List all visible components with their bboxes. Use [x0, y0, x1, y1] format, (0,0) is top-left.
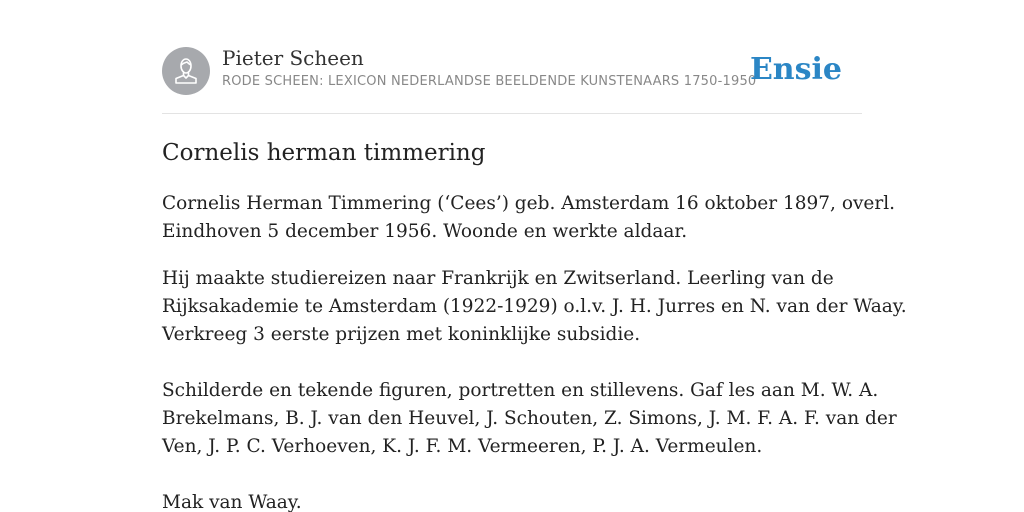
text-line: Cornelis Herman Timmering (‘Cees’) geb. Amsterdam 16 oktober 1897, overl.: [162, 193, 895, 214]
paragraph-biography: [162, 190, 895, 246]
text-line: Schilderde en tekende figuren, portretten en stillevens. Gaf les aan M. W. A.: [162, 380, 879, 401]
source-title[interactable]: RODE SCHEEN: LEXICON NEDERLANDSE BEELDENDE KUNSTENAARS 1750-1950: [222, 74, 757, 89]
author-avatar[interactable]: [162, 47, 210, 95]
paragraph-education: [162, 265, 907, 512]
author-name[interactable]: Pieter Scheen: [222, 46, 364, 70]
text-line: Brekelmans, B. J. van den Heuvel, J. Schouten, Z. Simons, J. M. F. A. F. van der: [162, 408, 897, 429]
page-title: Cornelis herman timmering: [162, 140, 486, 166]
article-header: [162, 46, 862, 96]
text-line: Verkreeg 3 eerste prijzen met koninklijke subsidie.: [162, 324, 641, 345]
paragraph-gap: [162, 461, 862, 489]
text-line: Hij maakte studiereizen naar Frankrijk en Zwitserland. Leerling van de: [162, 268, 834, 289]
text-line: Mak van Waay.: [162, 492, 302, 512]
paragraph-gap: [162, 349, 862, 377]
user-icon: [162, 47, 210, 95]
text-line: Rijksakademie te Amsterdam (1922-1929) o.l.v. J. H. Jurres en N. van der Waay.: [162, 296, 907, 317]
header-divider: [162, 113, 862, 114]
text-line: Eindhoven 5 december 1956. Woonde en werkte aldaar.: [162, 221, 688, 242]
ensie-logo[interactable]: Ensie: [749, 52, 842, 87]
article-body: [162, 190, 907, 512]
text-line: Ven, J. P. C. Verhoeven, K. J. F. M. Vermeeren, P. J. A. Vermeulen.: [162, 436, 763, 457]
